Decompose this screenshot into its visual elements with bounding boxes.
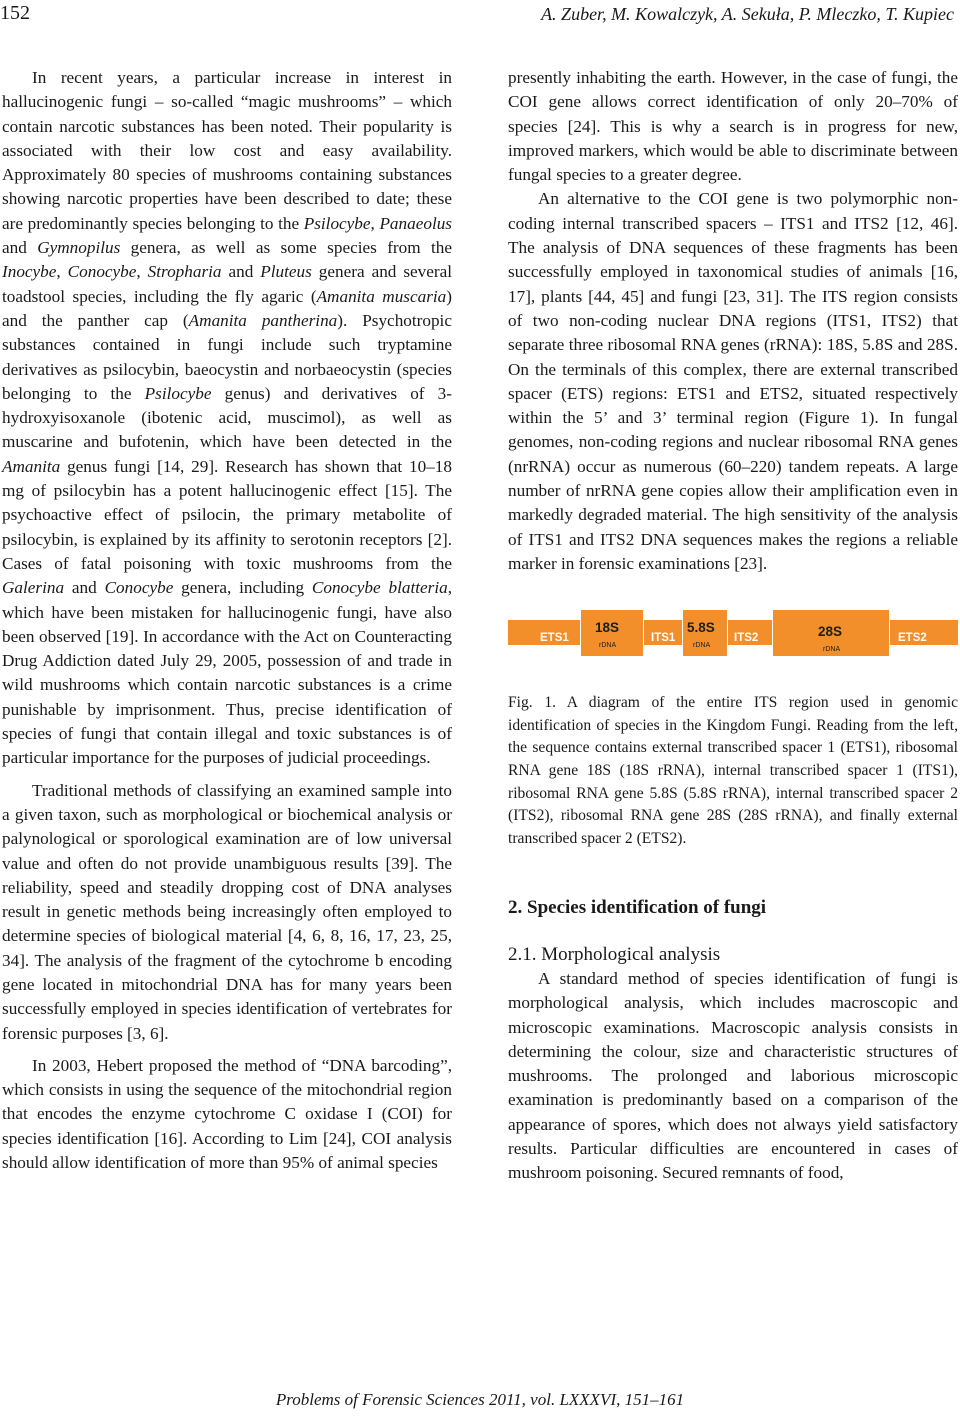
left-column [2,66,452,1175]
text-run: , [136,262,148,282]
text-run: , [370,213,380,233]
text-run: genera, as well as some species from the [120,238,452,258]
paragraph: presently inhabiting the earth. However, in the case of fungi, the COI gene allows correct identification of only 20–70% of species [24]. This is why a search is in progress for new, improved markers, which would be able to discriminate between fungal species to a greater degree. [508,68,958,185]
block-5-8s [682,610,728,656]
page-number: 152 [0,2,30,24]
block-18s-sub: rDNA [599,642,617,650]
text-run: ) and the panther cap ( [2,286,452,330]
italic-taxon: Conocybe [67,262,137,282]
section-title: 2. Species identification of fungi [508,897,767,919]
italic-taxon: Stropharia [147,262,222,282]
italic-taxon: Conocybe [104,578,174,598]
its2-label: ITS2 [734,632,759,645]
italic-taxon: Conocybe blatteria [311,578,448,598]
its-region-diagram [508,602,958,654]
italic-taxon: Pluteus [260,262,312,282]
journal-footer: Problems of Forensic Sciences 2011, vol. LXXXVI, 151–161 [275,1390,685,1409]
its-bar [508,620,958,645]
text-run: genus fungi [14, 29]. Research has shown that 10–18 mg of psilocybin has a potent hallucinogenic effect [15]. The psychoactive effect of psilocin, the primary metabolite of psilocybin, is explained by its affinity to serotonin receptors [2]. Cases of fatal poisoning with toxic mushrooms from the [2,456,452,573]
italic-taxon: Psilocybe [144,383,212,403]
block-5-8s-sub: rDNA [693,642,711,650]
italic-taxon: Inocybe [2,262,57,282]
subsection-title: 2.1. Morphological analysis [508,943,721,965]
ets1-label: ETS1 [540,632,569,645]
block-5-8s-label: 5.8S [687,620,715,636]
block-18s [580,610,644,656]
block-28s-label: 28S [818,624,843,640]
text-run: and [221,262,261,282]
paragraph: A standard method of species identification of fungi is morphological analysis, which includes macroscopic and microscopic examinations. Macroscopic analysis consists in determining the colour, size and characteristic structures of mushrooms. The prolonged and laborious microscopic examination is predominantly based on a comparison of the appearance of spores, which does not always yield satisfactory results. Particular difficulties are encountered in cases of mushroom poisoning. Secured remnants of food, [508,968,958,1183]
italic-taxon: Gymnopilus [37,238,121,258]
block-18s-label: 18S [595,620,620,636]
right-column [508,66,958,1186]
text-run: In recent years, a particular increase in interest in hallucinogenic fungi – so-called “magic mushrooms” – which contain narcotic substances has been noted. Their popularity is associated with their low cost and easy availability. Approximately 80 species of mushrooms containing substances showing narcotic properties have been described to date; these are predominantly species belonging to the [2,68,452,233]
italic-taxon: Galerina [2,578,65,598]
italic-taxon: Amanita muscaria [316,286,447,306]
ets2-label: ETS2 [898,632,927,645]
block-28s-sub: rDNA [823,646,841,654]
paragraph: An alternative to the COI gene is two polymorphic non-coding internal transcribed spacers – ITS1 and ITS2 [12, 46]. The analysis of DNA sequences of these fragments has been successfully employed in taxonomical studies of animals [16, 17], plants [44, 45] and fungi [23, 31]. The ITS region consists of two non-coding nuclear DNA regions (ITS1, ITS2) that separate three ribosomal RNA genes (rRNA): 18S, 5.8S and 28S. On the terminals of this complex, there are external transcribed spacer (ETS) regions: ETS1 and ETS2, situated respectively within the 5’ and 3’ terminal region (Figure 1). In fungal genomes, non-coding regions and nuclear ribosomal RNA genes (nrRNA) occur as numerous (60–220) tandem repeats. A large number of nrRNA gene copies allow their amplification even in markedly degraded material. The high sensitivity of the analysis of ITS1 and ITS2 DNA sequences makes the regions a reliable marker in forensic examinations [23]. [508,189,958,573]
block-28s [772,610,890,656]
text-run: , [56,262,68,282]
figure-caption: Fig. 1. A diagram of the entire ITS region used in genomic identification of species in the Kingdom Fungi. Reading from the left, the sequence contains external transcribed spacer 1 (ETS1), ribosomal RNA gene 18S (18S rRNA), internal transcribed spacer 1 (ITS1), ribosomal RNA gene 5.8S (5.8S rRNA), internal transcribed spacer 2 (ITS2), ribosomal RNA gene 28S (28S rRNA), and finally external transcribed spacer 2 (ETS2). [508,694,958,847]
its1-label: ITS1 [651,632,676,645]
italic-taxon: Psilocybe [303,213,371,233]
text-run: and [64,578,105,598]
italic-taxon: Amanita [2,456,61,476]
running-header-authors: A. Zuber, M. Kowalczyk, A. Sekuła, P. Mleczko, T. Kupiec [541,4,954,24]
text-run: genera, including [173,578,312,598]
italic-taxon: Amanita pantherina [188,310,338,330]
text-run: ). Psychotropic substances contained in fungi include such tryptamine derivatives as psilocybin, baeocystin and norbaeocystin (species belonging to the [2,310,452,403]
text-run: genus) and derivatives of 3-hydroxyisoxanole (ibotenic acid, muscimol), as well as muscarine and bufotenin, which have been detected in the [2,383,453,452]
text-run: and [2,238,38,258]
text-run: , which have been mistaken for hallucinogenic fungi, have also been observed [19]. In accordance with the Act on Counteracting Drug Addiction dated July 29, 2005, possession of and trade in wild mushrooms which contain narcotic substances is a crime punishable by imprisonment. Thus, precise identification of species of fungi that contain illegal and toxic substances is of particular importance for the purposes of judicial proceedings. [2,578,452,768]
paragraph [2,66,452,771]
paragraph: In 2003, Hebert proposed the method of “DNA barcoding”, which consists in using the sequence of the mitochondrial region that encodes the enzyme cytochrome C oxidase I (COI) for species identification [16]. According to Lim [24], COI analysis should allow identification of more than 95% of animal species [2,1055,452,1173]
text-run: genera and several toadstool species, including the fly agaric ( [2,262,453,306]
paragraph: Traditional methods of classifying an examined sample into a given taxon, such as morphological or biochemical analysis or palynological or sporological examination are of low universal value and often do not provide unambiguous results [39]. The reliability, speed and steadily dropping cost of DNA analyses result in genetic methods being increasingly often employed to determine species of biological material [4, 6, 8, 16, 17, 23, 25, 34]. The analysis of the fragment of the cytochrome b encoding gene located in mitochondrial DNA has for many years been successfully employed in species identification of vertebrates for forensic purposes [3, 6]. [2,780,452,1043]
italic-taxon: Panaeolus [379,213,452,233]
